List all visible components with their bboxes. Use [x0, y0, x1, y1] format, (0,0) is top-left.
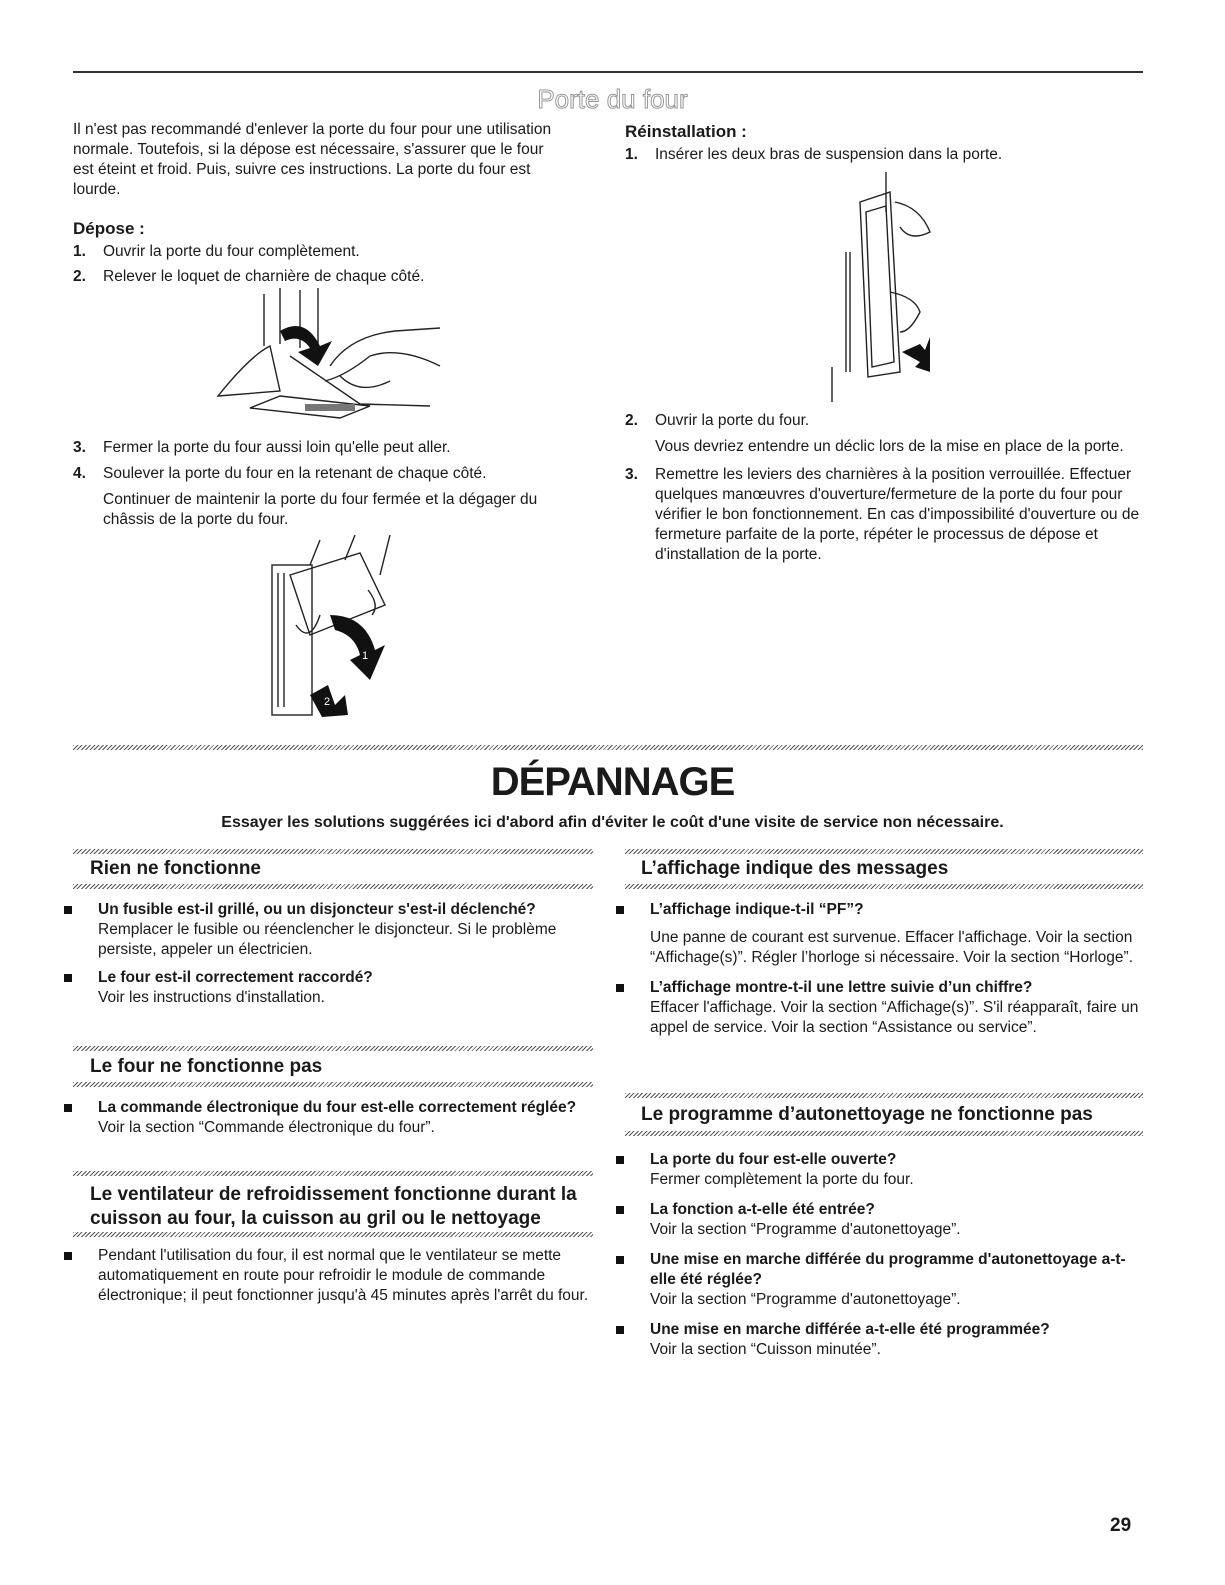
section-heading: Le ventilateur de refroidissement fonctionne durant la cuisson au four, la cuisson au gril ou le nettoyage — [90, 1184, 577, 1229]
section-title: Porte du four — [537, 84, 688, 114]
list-item: L’affichage indique-t-il “PF”? Une panne de courant est survenue. Effacer l'affichage. Voir la section “Affichage(s)”. Régler l’horloge si nécessaire. Voir la section “Horloge”. — [612, 900, 1140, 968]
removal-heading: Dépose : — [73, 219, 145, 238]
rule — [73, 1082, 593, 1087]
problem-list — [60, 900, 590, 1016]
section-heading: Le four ne fonctionne pas — [90, 1056, 323, 1077]
bullet-icon — [616, 1326, 624, 1334]
list-item: La fonction a-t-elle été entrée? Voir la section “Programme d'autonettoyage”. — [612, 1200, 1140, 1240]
rule — [625, 884, 1143, 889]
bullet-icon — [616, 1156, 624, 1164]
removal-step: 4. Soulever la porte du four en la retenant de chaque côté. Continuer de maintenir la porte du four fermée et la dégager du châssis de la porte du four. — [73, 465, 538, 528]
problem-list — [612, 900, 1140, 1046]
rule — [73, 849, 593, 854]
lift-door-illustration — [250, 535, 400, 725]
bullet-icon — [616, 1256, 624, 1264]
top-rule — [73, 71, 1143, 73]
bullet-icon — [616, 984, 624, 992]
rule — [73, 1232, 593, 1237]
reinstall-step: 2. Ouvrir la porte du four. Vous devriez entendre un déclic lors de la mise en place de la porte. — [625, 412, 1124, 455]
rule — [73, 1171, 593, 1176]
figure-label-2: 2 — [324, 696, 331, 708]
insert-hinge-arms-illustration — [830, 172, 950, 404]
removal-step: 1. Ouvrir la porte du four complètement. — [73, 243, 360, 260]
bullet-icon — [64, 974, 72, 982]
bullet-icon — [616, 906, 624, 914]
bullet-icon — [64, 1104, 72, 1112]
section-heading: Le programme d’autonettoyage ne fonctionne pas — [641, 1104, 1093, 1125]
page-number: 29 — [1110, 1515, 1132, 1536]
reinstall-step: 3. Remettre les leviers des charnières à la position verrouillée. Effectuer quelques manœuvres d'ouverture/fermeture de la porte du four pour vérifier le bon fonctionnement. En cas d'impossibilité d'ouverture ou de fermeture parfaite de la porte, répéter le processus de dépose et d'installation de la porte. — [625, 466, 1140, 563]
list-item: Un fusible est-il grillé, ou un disjoncteur s'est-il déclenché? Remplacer le fusible ou réenclencher le disjoncteur. Si le problème persiste, appeler un électricien. — [60, 900, 590, 960]
list-item: Le four est-il correctement raccordé? Voir les instructions d'installation. — [60, 968, 590, 1008]
problem-list — [612, 1150, 1140, 1368]
list-item: Pendant l'utilisation du four, il est normal que le ventilateur se mette automatiquement en route pour refroidir le module de commande électronique; il peut fonctionner jusqu'à 45 minutes après l'arrêt du four. — [60, 1246, 590, 1306]
removal-step: 3. Fermer la porte du four aussi loin qu'elle peut aller. — [73, 439, 451, 456]
section-divider — [73, 745, 1143, 750]
list-item: Une mise en marche différée a-t-elle été programmée? Voir la section “Cuisson minutée”. — [612, 1320, 1140, 1360]
list-item: Une mise en marche différée du programme d'autonettoyage a-t-elle été réglée? Voir la section “Programme d'autonettoyage”. — [612, 1250, 1140, 1310]
problem-list — [60, 1246, 590, 1314]
rule — [73, 884, 593, 889]
reinstall-steps-a — [625, 145, 1145, 165]
bullet-icon — [64, 1252, 72, 1260]
list-item: La porte du four est-elle ouverte? Fermer complètement la porte du four. — [612, 1150, 1140, 1190]
removal-step: 2. Relever le loquet de charnière de chaque côté. — [73, 268, 425, 285]
rule — [625, 1131, 1143, 1136]
reinstall-steps-b — [625, 411, 1145, 565]
removal-steps-b — [73, 438, 573, 530]
troubleshooting-title: DÉPANNAGE — [490, 760, 735, 804]
problem-list — [60, 1098, 600, 1146]
hinge-latch-illustration — [210, 286, 480, 431]
bullet-icon — [616, 1206, 624, 1214]
reinstall-heading: Réinstallation : — [625, 122, 747, 141]
rule — [625, 1093, 1143, 1098]
door-intro: Il n'est pas recommandé d'enlever la porte du four pour une utilisation normale. Toutefois, si la dépose est nécessaire, s'assurer que le four est éteint et froid. Puis, suivre ces instructions. La porte du four est lourde. — [73, 121, 552, 198]
rule — [73, 1046, 593, 1051]
rule — [625, 849, 1143, 854]
list-item: La commande électronique du four est-elle correctement réglée? Voir la section “Commande électronique du four”. — [60, 1098, 600, 1138]
section-heading: Rien ne fonctionne — [90, 858, 261, 879]
removal-steps-a — [73, 242, 573, 287]
troubleshooting-subtitle: Essayer les solutions suggérées ici d'abord afin d'éviter le coût d'une visite de service non nécessaire. — [221, 814, 1004, 831]
bullet-icon — [64, 906, 72, 914]
figure-label-1: 1 — [362, 650, 369, 662]
reinstall-step: 1. Insérer les deux bras de suspension dans la porte. — [625, 146, 1003, 163]
section-heading: L’affichage indique des messages — [641, 858, 949, 879]
list-item: L’affichage montre-t-il une lettre suivie d’un chiffre? Effacer l'affichage. Voir la section “Affichage(s)”. S'il réapparaît, faire un appel de service. Voir la section “Assistance ou service”. — [612, 978, 1140, 1038]
